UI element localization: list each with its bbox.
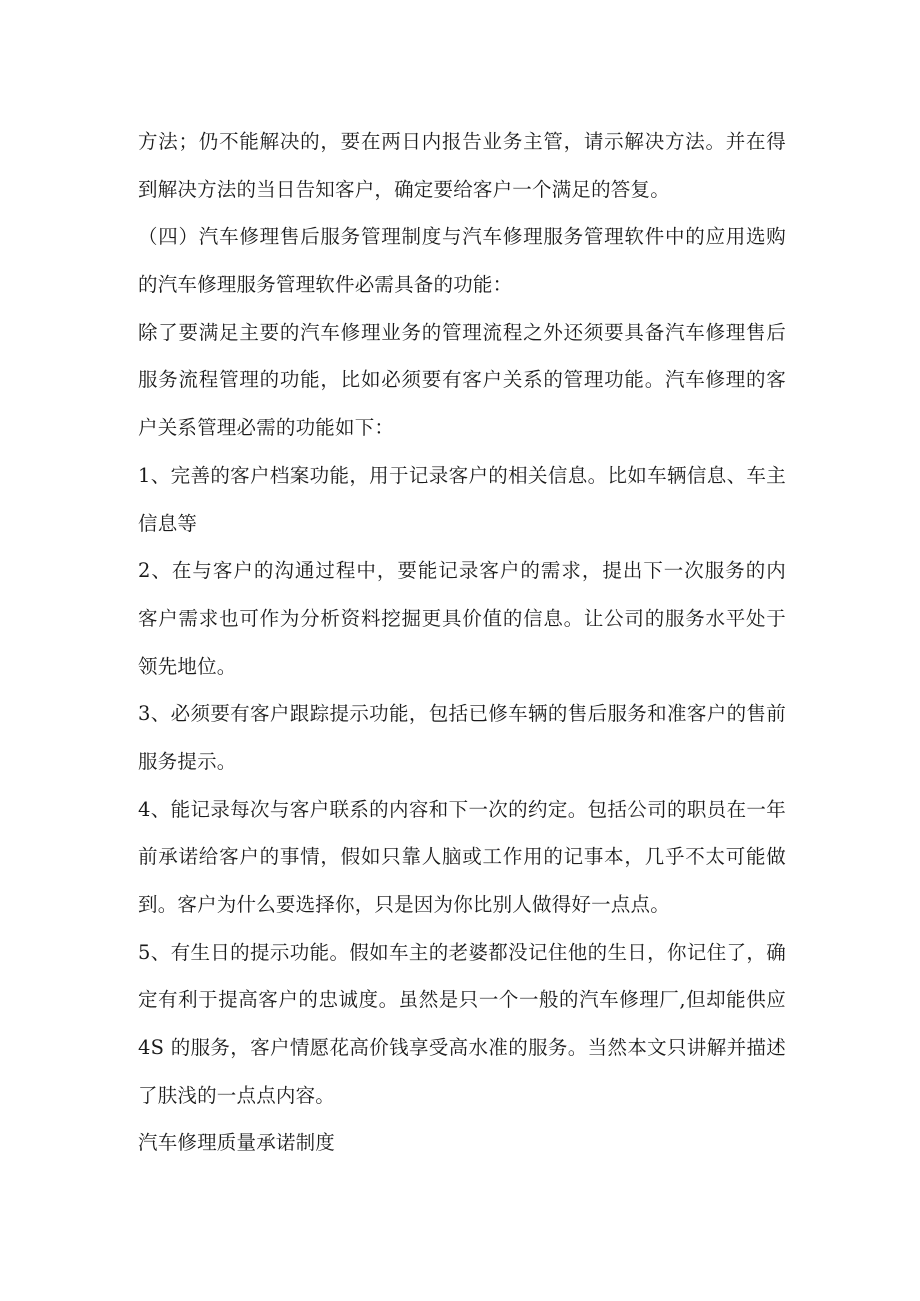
text-line: 方法；仍不能解决的，要在两日内报告业务主管，请示解决方法。并在得 <box>138 130 786 153</box>
text-line: 4S 的服务，客户情愿花高价钱享受高水准的服务。当然本文只讲解并描述 <box>138 1036 786 1060</box>
section-heading: 汽车修理质量承诺制度 <box>138 1131 336 1155</box>
text-line: 的汽车修理服务管理软件必需具备的功能： <box>138 273 513 297</box>
text-line: 户关系管理必需的功能如下： <box>138 416 395 440</box>
text-line: 服务流程管理的功能，比如必须要有客户关系的管理功能。汽车修理的客 <box>138 368 786 392</box>
text-line: 客户需求也可作为分析资料挖掘更具价值的信息。让公司的服务水平处于 <box>138 606 786 630</box>
text-line: 4、能记录每次与客户联系的内容和下一次的约定。包括公司的职员在一年 <box>138 797 786 821</box>
text-line: 定有利于提高客户的忠诚度。虽然是只一个一般的汽车修理厂,但却能供应 <box>138 988 786 1012</box>
text-line: 3、必须要有客户跟踪提示功能，包括已修车辆的售后服务和准客户的售前 <box>138 702 786 726</box>
text-line: （四）汽车修理售后服务管理制度与汽车修理服务管理软件中的应用选购 <box>138 225 786 249</box>
text-line: 服务提示。 <box>138 749 237 773</box>
text-line: 到解决方法的当日告知客户，确定要给客户一个满足的答复。 <box>138 177 670 201</box>
text-line: 领先地位。 <box>138 654 237 678</box>
text-line: 到。客户为什么要选择你，只是因为你比别人做得好一点点。 <box>138 893 670 916</box>
text-line: 了肤浅的一点点内容。 <box>138 1083 336 1107</box>
document-body <box>138 118 786 1167</box>
text-line: 前承诺给客户的事情，假如只靠人脑或工作用的记事本，几乎不太可能做 <box>138 845 786 869</box>
text-line: 信息等 <box>138 511 198 535</box>
text-line: 5、有生日的提示功能。假如车主的老婆都没记住他的生日，你记住了，确 <box>138 940 786 964</box>
text-line: 2、在与客户的沟通过程中，要能记录客户的需求，提出下一次服务的内 <box>138 559 786 583</box>
text-line: 1、完善的客户档案功能，用于记录客户的相关信息。比如车辆信息、车主 <box>138 463 786 487</box>
text-line: 除了要满足主要的汽车修理业务的管理流程之外还须要具备汽车修理售后 <box>138 320 786 344</box>
